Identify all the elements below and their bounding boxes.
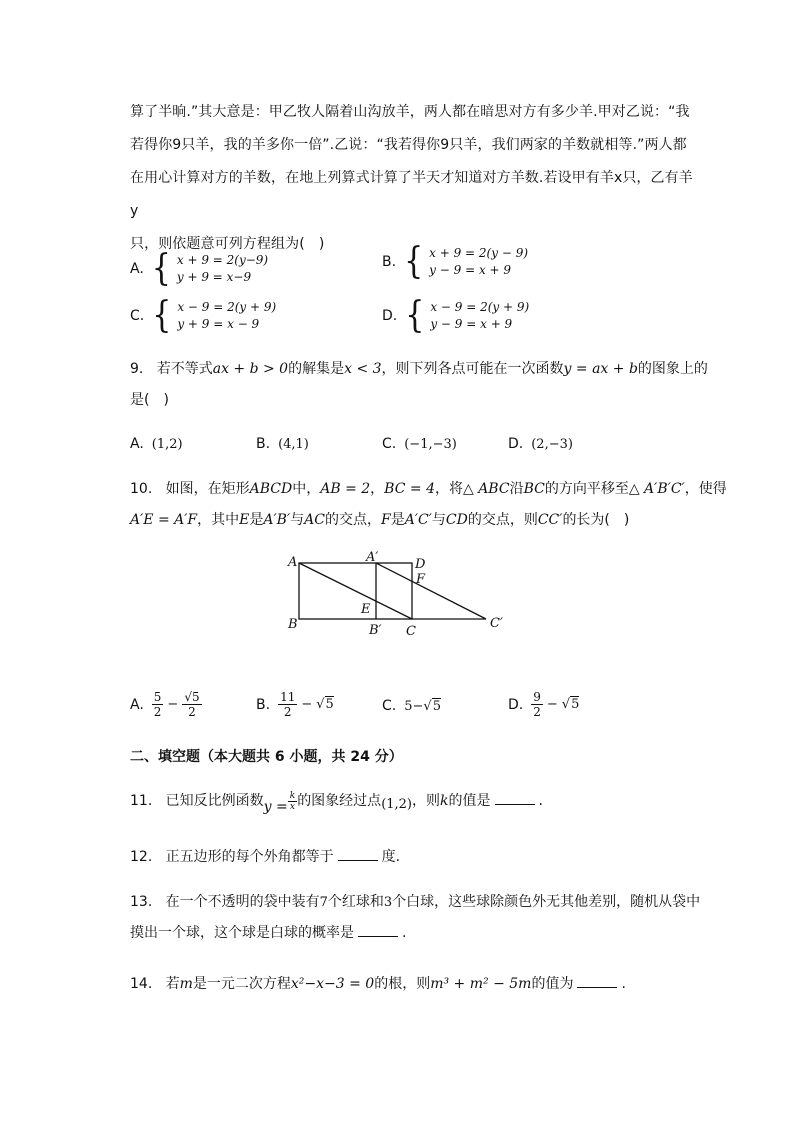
denominator: 2: [533, 705, 541, 719]
q13-number: 13.: [130, 894, 153, 910]
square-root: √5: [423, 698, 441, 714]
math: AB = 2: [320, 481, 371, 497]
option-label: A.: [130, 436, 144, 452]
text: 是: [390, 512, 405, 528]
q8-line-1: 算了半晌.”其大意是：甲乙牧人隔着山沟放羊，两人都在暗思对方有多少羊.甲对乙说：“我: [130, 104, 690, 120]
q11-line: [130, 790, 543, 815]
option-label: C.: [130, 308, 145, 324]
text: 是一元二次方程: [192, 976, 291, 992]
q9-stem-line-1: [130, 358, 708, 378]
text: 摸出一个球，这个球是白球的概率是: [130, 925, 354, 941]
q12-number: 12.: [130, 849, 153, 865]
math: A′C′: [404, 512, 432, 528]
answer-blank[interactable]: [338, 848, 378, 861]
text: 的图象上的: [637, 361, 708, 377]
q8-option-a[interactable]: [130, 247, 269, 290]
q9-option-d[interactable]: [508, 436, 573, 452]
option-label: C.: [382, 698, 397, 714]
numerator: 5: [153, 690, 162, 704]
text: 与: [431, 512, 446, 528]
eq-line: x − 9 = 2(y + 9): [177, 300, 277, 314]
q10-option-b[interactable]: [256, 690, 334, 719]
q8-line-3: 在用心计算对方的羊数，在地上列算式计算了半天才知道对方羊数.若设甲有羊x只，乙有羊y: [130, 170, 693, 219]
option-value: (2,−3): [531, 436, 573, 452]
text: 已知反比例函数: [165, 793, 264, 809]
q13-line-2: [130, 922, 406, 942]
q10-stem-line-2: [130, 509, 629, 529]
math: ABCD: [249, 481, 293, 497]
math: m: [179, 976, 193, 992]
text: 个白球，这些球除颜色外无其他差别，随机从袋中: [392, 894, 701, 910]
fraction: [288, 791, 297, 812]
option-label: A.: [130, 261, 144, 277]
q10-number: 10.: [130, 481, 153, 497]
q12-line: [130, 846, 400, 866]
q10-figure: [0, 548, 794, 658]
option-value: (1,2): [151, 436, 183, 452]
eq-line: x − 9 = 2(y + 9): [430, 300, 530, 314]
q9-option-a[interactable]: [130, 436, 183, 452]
text: ，则下列各点可能在一次函数: [381, 361, 564, 377]
text: .: [621, 976, 626, 992]
radicand: 5: [325, 697, 334, 712]
option-label: B.: [382, 254, 397, 270]
text: 的交点，: [324, 512, 381, 528]
eq-line: y − 9 = x + 9: [429, 263, 512, 277]
fraction: [278, 690, 297, 719]
text: ，其中: [197, 512, 240, 528]
text: ，使得: [684, 481, 727, 497]
math: BC = 4: [384, 481, 435, 497]
answer-blank[interactable]: [495, 792, 535, 805]
label-c: C: [406, 624, 416, 639]
eq-line: x + 9 = 2(y − 9): [429, 246, 529, 260]
q8-option-c[interactable]: [130, 294, 277, 337]
answer-blank[interactable]: [358, 924, 398, 937]
numerator: √5: [184, 690, 200, 704]
q9-number: 9.: [130, 361, 144, 377]
text: 个红球和: [327, 894, 384, 910]
text: ，将: [434, 481, 463, 497]
text: 的解集是: [288, 361, 345, 377]
label-f: F: [416, 572, 426, 587]
q14-number: 14.: [130, 976, 153, 992]
text: 与: [290, 512, 305, 528]
q10-stem-line-1: [130, 478, 727, 498]
fraction: [531, 690, 543, 719]
brace-icon: {: [152, 294, 172, 337]
option-label: D.: [382, 308, 398, 324]
number: 7: [319, 895, 328, 910]
radicand: 5: [432, 698, 441, 714]
q10-option-a[interactable]: [130, 690, 202, 719]
math: A′E = A′F: [130, 512, 198, 528]
equation: x²−x−3 = 0: [290, 976, 375, 992]
text: 若: [165, 976, 180, 992]
radicand: 5: [571, 697, 580, 712]
text: 若不等式: [156, 361, 213, 377]
denominator: x: [289, 801, 295, 812]
option-label: B.: [256, 436, 271, 452]
text: ，则: [412, 793, 441, 809]
q10-option-d[interactable]: [508, 690, 579, 719]
point: (1,2): [381, 797, 413, 812]
brace-icon: {: [405, 294, 425, 337]
denominator: 2: [153, 705, 162, 719]
math: A′B′: [263, 512, 291, 528]
option-label: C.: [382, 436, 397, 452]
numerator: k: [289, 790, 296, 801]
numerator: 11: [280, 690, 296, 704]
text: 的交点，则: [467, 512, 538, 528]
text: 度.: [381, 849, 401, 865]
label-c-prime: C′: [490, 616, 503, 631]
text: 的根，则: [374, 976, 431, 992]
label-e: E: [361, 602, 371, 617]
text: .: [402, 925, 407, 941]
option-value: (4,1): [278, 436, 309, 452]
option-label: B.: [256, 696, 271, 713]
eq-line: x + 9 = 2(y−9): [176, 253, 269, 267]
math: k: [440, 793, 449, 809]
label-d: D: [415, 557, 426, 572]
math: E: [239, 512, 250, 528]
text: 的图象经过点: [297, 793, 382, 809]
segment-a2c2: [376, 563, 486, 619]
text: 在一个不透明的袋中装有: [165, 894, 320, 910]
q14-line: [130, 973, 626, 993]
brace-icon: {: [151, 247, 171, 290]
eq-line: y − 9 = x + 9: [430, 317, 513, 331]
minus: −: [546, 697, 558, 712]
label-a: A: [288, 555, 298, 570]
text: 是: [249, 512, 264, 528]
solution-set: x < 3: [344, 361, 382, 377]
math: y =: [263, 799, 288, 815]
linear-function: y = ax + b: [563, 361, 638, 377]
math: AC: [304, 512, 325, 528]
denominator: 2: [188, 705, 196, 719]
square-root: √5: [561, 697, 580, 712]
minus: −: [301, 697, 313, 712]
q8-stem: [130, 96, 696, 261]
q9-option-c[interactable]: [382, 436, 457, 452]
text: 正五边形的每个外角都等于: [165, 849, 334, 865]
eq-line: y + 9 = x−9: [176, 270, 252, 284]
q8-option-d[interactable]: [382, 294, 530, 337]
text: 中，: [292, 481, 321, 497]
math: BC: [523, 481, 545, 497]
q8-line-2: 若得你9只羊，我的羊多你一倍”.乙说：“我若得你9只羊，我们两家的羊数就相等.”两人都: [130, 137, 687, 153]
fraction: [182, 690, 201, 719]
math: F: [380, 512, 391, 528]
q8-line-4: 只，则依题意可列方程组为( ): [130, 236, 325, 252]
text: 沿: [509, 481, 524, 497]
label-b: B: [288, 617, 298, 632]
text: 的长为( ): [562, 512, 630, 528]
text: 如图，在矩形: [165, 481, 250, 497]
expression: m³ + m² − 5m: [430, 976, 532, 992]
label-a-prime: A′: [366, 550, 379, 565]
option-label: D.: [508, 436, 524, 452]
section-title: 二、填空题（本大题共 6 小题，共 24 分）: [130, 749, 403, 765]
q9-option-b[interactable]: [256, 436, 309, 452]
number: 3: [383, 895, 393, 910]
option-label: A.: [130, 696, 144, 713]
math: △ A′B′C′: [628, 481, 685, 497]
q8-option-b[interactable]: [382, 240, 529, 283]
text: ，: [370, 481, 385, 497]
diagonal-ac: [299, 563, 412, 619]
q11-number: 11.: [130, 793, 153, 809]
text: 的值是: [448, 793, 491, 809]
text: 的值为: [531, 976, 574, 992]
label-b-prime: B′: [369, 623, 382, 638]
q10-option-c[interactable]: [382, 698, 441, 714]
text: .: [538, 793, 543, 809]
text: 的方向平移至: [544, 481, 629, 497]
math: CD: [445, 512, 468, 528]
math: △ ABC: [462, 481, 510, 497]
answer-blank[interactable]: [577, 975, 617, 988]
constant: 5−: [404, 698, 424, 714]
denominator: 2: [283, 705, 292, 719]
option-label: D.: [508, 696, 524, 713]
q13-line-1: [130, 891, 700, 911]
numerator: 9: [533, 690, 541, 704]
math: CC′: [537, 512, 563, 528]
minus: −: [167, 697, 179, 712]
q9-stem-line-2: 是( ): [130, 392, 169, 408]
brace-icon: {: [404, 240, 424, 283]
option-value: (−1,−3): [404, 436, 457, 452]
eq-line: y + 9 = x − 9: [177, 317, 260, 331]
inequality: ax + b > 0: [212, 361, 289, 377]
square-root: √5: [316, 697, 334, 712]
fraction: [152, 690, 164, 719]
